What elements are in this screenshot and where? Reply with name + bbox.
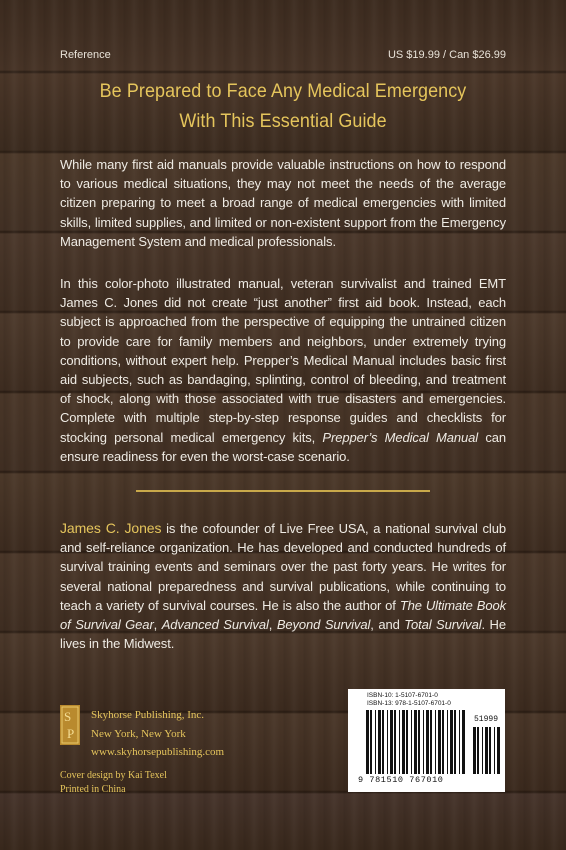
price-label: US $19.99 / Can $26.99 (387, 49, 506, 61)
bio-separator: , (268, 617, 277, 633)
ean-barcode-icon (366, 710, 466, 774)
price-code-label: 51999 (474, 715, 499, 724)
isbn-10-label: ISBN-10: 1-5107-6701-0 (367, 692, 438, 699)
bio-book-2: Advanced Survival (161, 617, 269, 633)
headline-line-1: Be Prepared to Face Any Medical Emergency (99, 80, 467, 102)
description-paragraph-1: While many first aid manuals provide valuable instructions on how to respond to various medical situations, they may not meet the needs of the average citizen preparing to meet a broad range of medical emergencies with limited skills, limited supplies, and limited or non-existent support from the Emergency Management System and medical professionals. (60, 157, 506, 249)
bio-book-4: Total Survival (404, 617, 482, 633)
cover-top-bar (60, 49, 506, 65)
ean-digits: 9 781510 767010 (358, 775, 444, 785)
svg-text:S: S (64, 709, 72, 724)
bio-book-1: The Ultimate Book of Survival Gear (60, 597, 506, 633)
publisher-city: New York, New York (91, 728, 186, 740)
bio-separator: , and (370, 617, 405, 633)
svg-text:P: P (67, 726, 75, 741)
printed-in-label: Printed in China (60, 784, 126, 795)
headline (59, 76, 506, 136)
author-name: James C. Jones (60, 520, 162, 536)
cover-design-credit: Cover design by Kai Texel (60, 770, 167, 781)
bio-book-3: Beyond Survival (276, 617, 371, 633)
skyhorse-logo-icon (60, 705, 80, 745)
section-divider (136, 490, 430, 492)
bio-ending: . He lives in the Midwest. (60, 617, 506, 652)
addon-barcode-icon (473, 727, 501, 774)
paragraph-2-text: In this color-photo illustrated manual, veteran survivalist and trained EMT James C. Jones did not create “just another” first aid book. Instead, each subject is approached from the perspective of equipping the untrained citizen to provide care for family members and neighbors, under extremely trying conditions, without expert help. Prepper’s Medical Manual includes basic first aid subjects, such as bandaging, splinting, control of bleeding, and treatment of shock, along with those associated with true disasters and emergencies. Complete with multiple step-by-step response guides and checklists for stocking personal medical emergency kits, (60, 276, 506, 445)
bio-separator: , (153, 617, 162, 633)
isbn-13-label: ISBN-13: 978-1-5107-6701-0 (367, 700, 451, 707)
headline-line-2: With This Essential Guide (179, 110, 387, 132)
publisher-website: www.skyhorsepublishing.com (91, 746, 225, 758)
bio-text: is the cofounder of Live Free USA, a national survival club and self-reliance organization. He has developed and conducted hundreds of survival training events and seminars over the past forty years. He writes for several national preparedness and survival publications, while continuing to teach a variety of survival courses. He is also the author of (60, 521, 506, 613)
barcode-box (348, 689, 505, 792)
book-title-italic: Prepper’s Medical Manual (322, 429, 479, 445)
paragraph-2-ending: can ensure readiness for even the worst-case scenario. (60, 429, 506, 464)
category-label: Reference (60, 49, 111, 61)
author-bio (60, 519, 506, 653)
description-paragraph-2 (60, 274, 506, 466)
publisher-name: Skyhorse Publishing, Inc. (91, 709, 205, 721)
